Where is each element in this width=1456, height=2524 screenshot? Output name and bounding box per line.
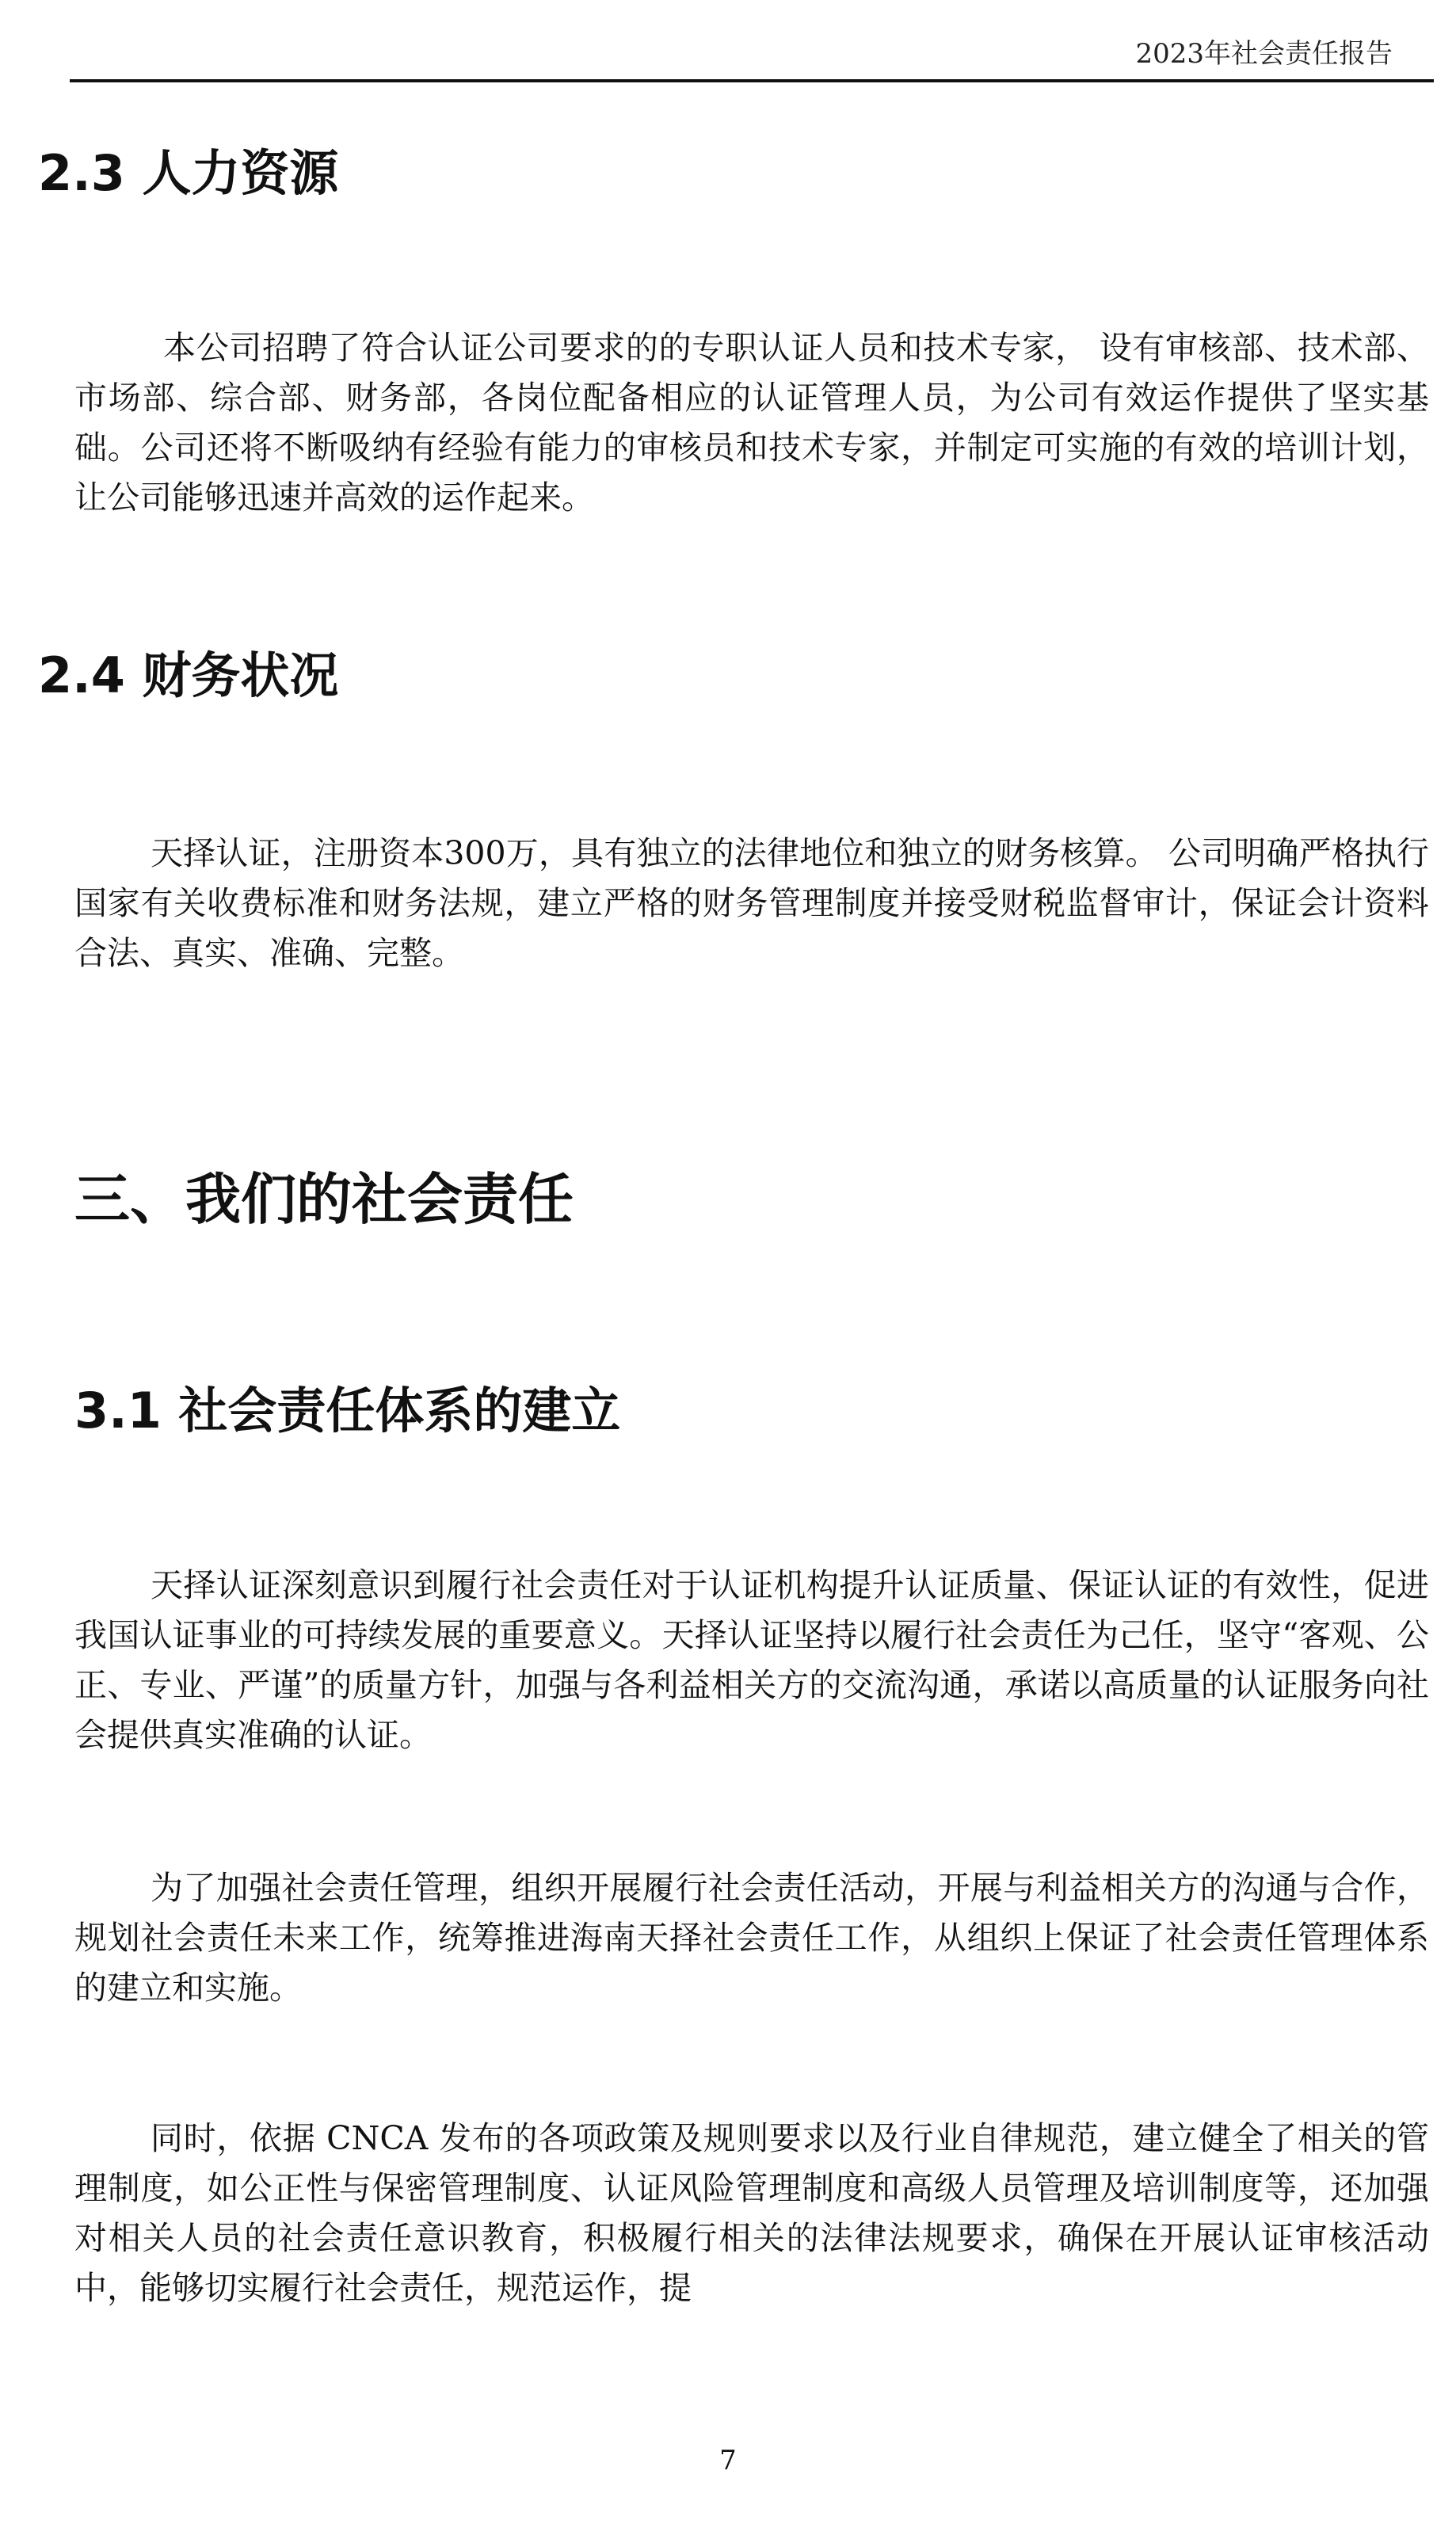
section-2-3-paragraph: 本公司招聘了符合认证公司要求的的专职认证人员和技术专家， 设有审核部、技术部、市场部、综合部、财务部，各岗位配备相应的认证管理人员，为公司有效运作提供了坚实基础。公司还将不断吸纳有经验有能力的审核员和技术专家，并制定可实施的有效的培训计划，让公司能够迅速并高效的运作起来。 xyxy=(74,329,1429,517)
section-2-4-paragraph: 天择认证，注册资本300万，具有独立的法律地位和独立的财务核算。 公司明确严格执行国家有关收费标准和财务法规，建立严格的财务管理制度并接受财税监督审计，保证会计资料合法、真实、准确、完整。 xyxy=(74,834,1429,972)
section-3-1-paragraph-3: 同时，依据 CNCA 发布的各项政策及规则要求以及行业自律规范，建立健全了相关的管理制度，如公正性与保密管理制度、认证风险管理制度和高级人员管理及培训制度等，还加强对相关人员的社会责任意识教育，积极履行相关的法律法规要求，确保在开展认证审核活动中，能够切实履行社会责任，规范运作，提 xyxy=(74,2119,1429,2307)
section-3-1-heading: 3.1 社会责任体系的建立 xyxy=(74,1382,621,1439)
section-2-3-heading: 2.3 人力资源 xyxy=(38,144,339,202)
section-3-1-paragraph-1: 天择认证深刻意识到履行社会责任对于认证机构提升认证质量、保证认证的有效性，促进我国认证事业的可持续发展的重要意义。天择认证坚持以履行社会责任为己任，坚守“客观、公正、专业、严谨”的质量方针，加强与各利益相关方的交流沟通，承诺以高质量的认证服务向社会提供真实准确的认证。 xyxy=(74,1566,1429,1754)
header-divider xyxy=(70,79,1434,82)
page-number: 7 xyxy=(719,2445,737,2476)
section-2-4-heading: 2.4 财务状况 xyxy=(38,646,339,704)
chapter-3-heading: 三、我们的社会责任 xyxy=(74,1167,574,1232)
section-3-1-paragraph-2: 为了加强社会责任管理，组织开展履行社会责任活动，开展与利益相关方的沟通与合作，规划社会责任未来工作，统筹推进海南天择社会责任工作，从组织上保证了社会责任管理体系的建立和实施。 xyxy=(74,1869,1429,2007)
running-header-title: 2023年社会责任报告 xyxy=(1135,38,1393,70)
